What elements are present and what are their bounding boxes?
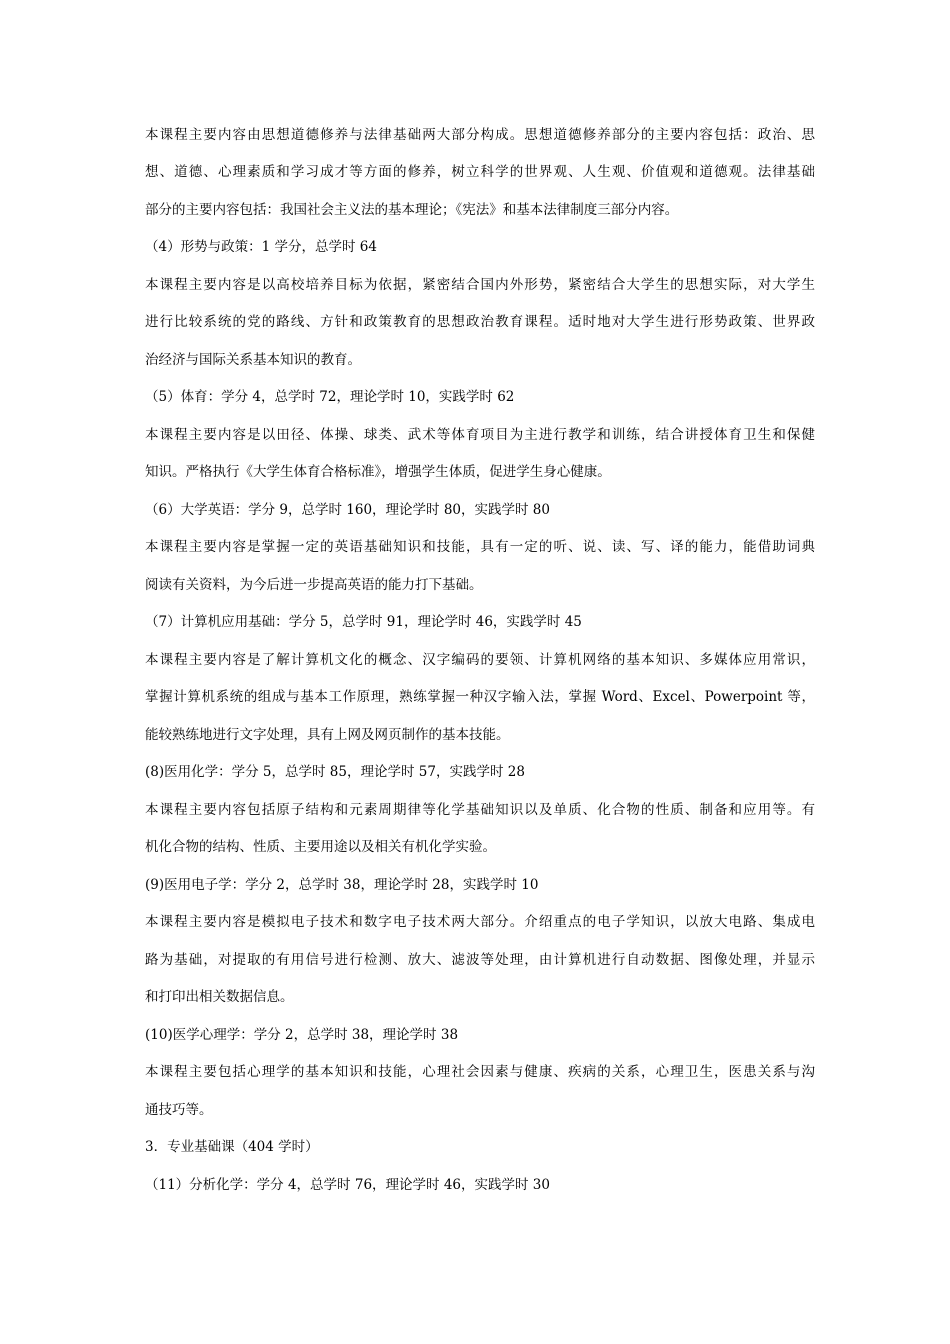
section-heading: (8)医用化学：学分 5，总学时 85，理论学时 57，实践学时 28 bbox=[145, 764, 525, 780]
paragraph-line: 部分的主要内容包括：我国社会主义法的基本理论；《宪法》和基本法律制度三部分内容。 bbox=[145, 202, 679, 218]
section-heading: (9)医用电子学：学分 2，总学时 38，理论学时 28，实践学时 10 bbox=[145, 877, 539, 893]
section-heading: （7）计算机应用基础：学分 5，总学时 91，理论学时 46，实践学时 45 bbox=[145, 614, 582, 630]
paragraph-line: 进行比较系统的党的路线、方针和政策教育的思想政治教育课程。适时地对大学生进行形势政策、世界政 bbox=[145, 314, 815, 330]
paragraph-line: 路为基础，对提取的有用信号进行检测、放大、滤波等处理，由计算机进行自动数据、图像处理，并显示 bbox=[145, 952, 815, 968]
section-heading: (10)医学心理学：学分 2，总学时 38，理论学时 38 bbox=[145, 1027, 459, 1043]
paragraph-line: 本课程主要内容由思想道德修养与法律基础两大部分构成。思想道德修养部分的主要内容包括：政治、思 bbox=[145, 127, 815, 143]
paragraph-line: 知识。严格执行《大学生体育合格标准》，增强学生体质，促进学生身心健康。 bbox=[145, 464, 611, 480]
paragraph-line: 通技巧等。 bbox=[145, 1102, 213, 1118]
paragraph-line: 和打印出相关数据信息。 bbox=[145, 989, 294, 1005]
paragraph-line: 本课程主要内容是模拟电子技术和数字电子技术两大部分。介绍重点的电子学知识，以放大电路、集成电 bbox=[145, 914, 815, 930]
paragraph-line: 本课程主要内容是了解计算机文化的概念、汉字编码的要领、计算机网络的基本知识、多媒体应用常识， bbox=[145, 652, 815, 668]
paragraph-line: 本课程主要内容是以田径、体操、球类、武术等体育项目为主进行教学和训练，结合讲授体育卫生和保健 bbox=[145, 427, 815, 443]
paragraph-line: 本课程主要内容包括原子结构和元素周期律等化学基础知识以及单质、化合物的性质、制备和应用等。有 bbox=[145, 802, 815, 818]
paragraph-line: 想、道德、心理素质和学习成才等方面的修养，树立科学的世界观、人生观、价值观和道德观。法律基础 bbox=[145, 164, 815, 180]
paragraph-line: 掌握计算机系统的组成与基本工作原理，熟练掌握一种汉字输入法，掌握 Word、Excel、Powerpoint 等， bbox=[145, 689, 815, 705]
section-heading: （5）体育：学分 4，总学时 72，理论学时 10，实践学时 62 bbox=[145, 389, 515, 405]
section-heading: （11）分析化学：学分 4，总学时 76，理论学时 46，实践学时 30 bbox=[145, 1177, 550, 1193]
paragraph-line: 机化合物的结构、性质、主要用途以及相关有机化学实验。 bbox=[145, 839, 496, 855]
paragraph-line: 本课程主要内容是以高校培养目标为依据，紧密结合国内外形势，紧密结合大学生的思想实际，对大学生 bbox=[145, 277, 815, 293]
section-heading: 3．专业基础课（404 学时） bbox=[145, 1139, 319, 1155]
paragraph-line: 本课程主要内容是掌握一定的英语基础知识和技能，具有一定的听、说、读、写、译的能力，能借助词典 bbox=[145, 539, 815, 555]
paragraph-line: 阅读有关资料，为今后进一步提高英语的能力打下基础。 bbox=[145, 577, 483, 593]
paragraph-line: 治经济与国际关系基本知识的教育。 bbox=[145, 352, 361, 368]
paragraph-line: 能较熟练地进行文字处理，具有上网及网页制作的基本技能。 bbox=[145, 727, 510, 743]
paragraph-line: 本课程主要包括心理学的基本知识和技能，心理社会因素与健康、疾病的关系，心理卫生，医患关系与沟 bbox=[145, 1064, 815, 1080]
section-heading: （4）形势与政策：1 学分，总学时 64 bbox=[145, 239, 377, 255]
section-heading: （6）大学英语：学分 9，总学时 160，理论学时 80，实践学时 80 bbox=[145, 502, 550, 518]
